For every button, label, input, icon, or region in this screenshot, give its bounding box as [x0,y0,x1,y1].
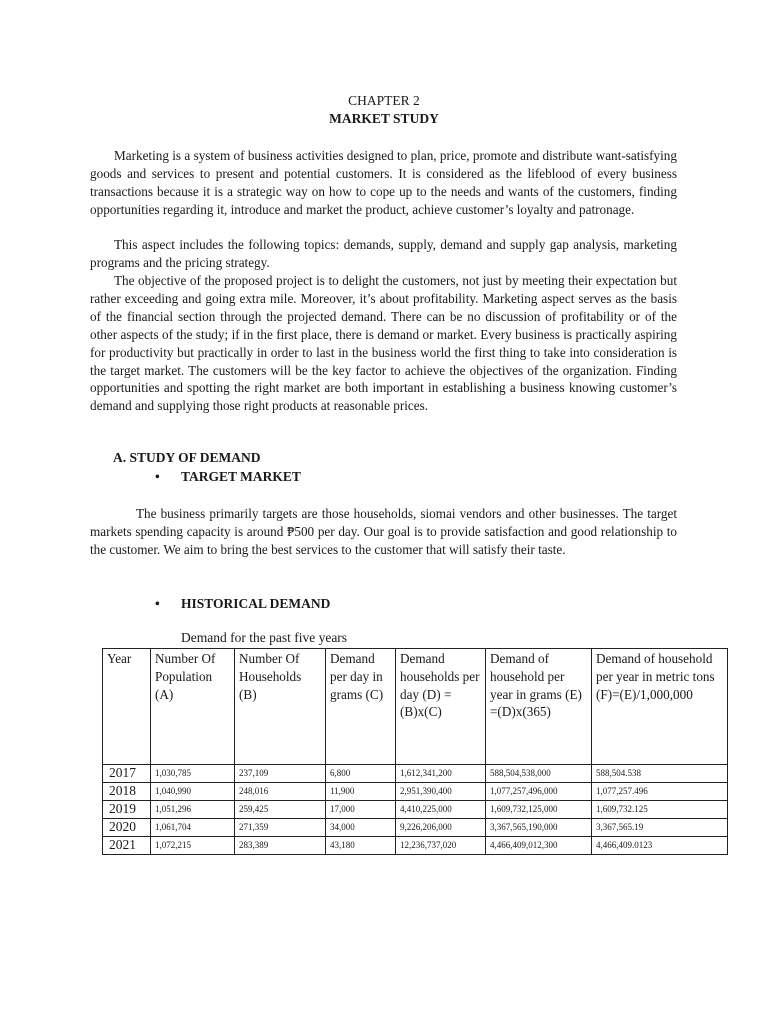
cell-demand-households-per-day: 12,236,737,020 [396,837,486,855]
chapter-title: MARKET STUDY [329,111,439,126]
cell-demand-per-year-grams: 588,504,538,000 [486,765,592,783]
cell-year: 2019 [103,801,151,819]
cell-demand-per-year-tons: 588,504.538 [592,765,728,783]
cell-year: 2021 [103,837,151,855]
header-demand-per-year-tons: Demand of household per year in metric tons (F)=(E)/1,000,000 [592,649,728,765]
cell-demand-per-year-tons: 4,466,409.0123 [592,837,728,855]
cell-households: 283,389 [235,837,326,855]
header-households: Number Of Households (B) [235,649,326,765]
topics-paragraph: This aspect includes the following topics: demands, supply, demand and supply gap analysis, marketing programs and the pricing strategy. [90,237,677,270]
cell-households: 237,109 [235,765,326,783]
header-demand-per-day: Demand per day in grams (C) [326,649,396,765]
cell-demand-per-year-grams: 1,609,732,125,000 [486,801,592,819]
cell-year: 2018 [103,783,151,801]
cell-demand-per-year-grams: 3,367,565,190,000 [486,819,592,837]
table-row [103,819,728,837]
bullet-target-market [155,469,301,485]
cell-demand-households-per-day: 1,612,341,200 [396,765,486,783]
cell-demand-per-year-tons: 3,367,565.19 [592,819,728,837]
cell-demand-households-per-day: 9,226,206,000 [396,819,486,837]
table-row [103,783,728,801]
cell-demand-households-per-day: 2,951,390,400 [396,783,486,801]
cell-demand-per-day: 11,900 [326,783,396,801]
cell-population: 1,061,704 [151,819,235,837]
cell-population: 1,051,296 [151,801,235,819]
header-population: Number Of Population (A) [151,649,235,765]
bullet-label: TARGET MARKET [181,469,301,484]
bullet-label: HISTORICAL DEMAND [181,596,331,611]
header-demand-per-year-grams: Demand of household per year in grams (E) =(D)x(365) [486,649,592,765]
bullet-icon: • [155,469,160,484]
table-caption: Demand for the past five years [181,630,348,645]
cell-demand-households-per-day: 4,410,225,000 [396,801,486,819]
historical-demand-table [102,648,728,855]
cell-demand-per-year-grams: 1,077,257,496,000 [486,783,592,801]
cell-population: 1,072,215 [151,837,235,855]
cell-demand-per-day: 17,000 [326,801,396,819]
bullet-historical-demand [155,596,330,612]
header-year: Year [103,649,151,765]
header-demand-households-per-day: Demand households per day (D) =(B)x(C) [396,649,486,765]
intro-paragraph: Marketing is a system of business activities designed to plan, price, promote and distribute want-satisfying goods and services to present and potential customers. It is considered as the lifeblood of every business transactions because it is a strategic way on how to cope up to the needs and wants of the customers, finding opportunities regarding it, introduce and market the product, achieve customer’s loyalty and patronage. [90,148,677,217]
cell-demand-per-day: 6,800 [326,765,396,783]
cell-year: 2017 [103,765,151,783]
objective-paragraph: The objective of the proposed project is to delight the customers, not just by meeting their expectation but rather exceeding and going extra mile. Moreover, it’s about profitability. Marketing aspect serves as the basis of the financial section through the projected demand. There can be no discussion of profitability or of the other aspects of the study; if in the first place, there is demand or market. Every business is practically aspiring for productivity but practically in order to last in the business world the first thing to take into consideration is the target market. The customers will be the key factor to achieve the objectives of the organization. Finding opportunities and spotting the right market are both important in establishing a business knowing customer’s demand and supplying those right products at reasonable prices. [90,273,677,414]
table-row [103,837,728,855]
cell-households: 248,016 [235,783,326,801]
chapter-label: CHAPTER 2 [348,93,420,108]
cell-demand-per-day: 34,000 [326,819,396,837]
cell-households: 271,359 [235,819,326,837]
table-row [103,801,728,819]
cell-demand-per-year-grams: 4,466,409,012,300 [486,837,592,855]
cell-year: 2020 [103,819,151,837]
cell-population: 1,040,990 [151,783,235,801]
table-row [103,765,728,783]
cell-population: 1,030,785 [151,765,235,783]
table-header-row [103,649,728,765]
cell-demand-per-day: 43,180 [326,837,396,855]
cell-demand-per-year-tons: 1,077,257.496 [592,783,728,801]
bullet-icon: • [155,596,160,611]
cell-demand-per-year-tons: 1,609,732.125 [592,801,728,819]
target-market-paragraph: The business primarily targets are those households, siomai vendors and other businesses. The target markets spending capacity is around ₱500 per day. Our goal is to provide satisfaction and good relationship to the customer. We aim to bring the best services to the customer that will satisfy their taste. [90,506,677,557]
cell-households: 259,425 [235,801,326,819]
section-heading-study-of-demand: A. STUDY OF DEMAND [113,450,261,465]
